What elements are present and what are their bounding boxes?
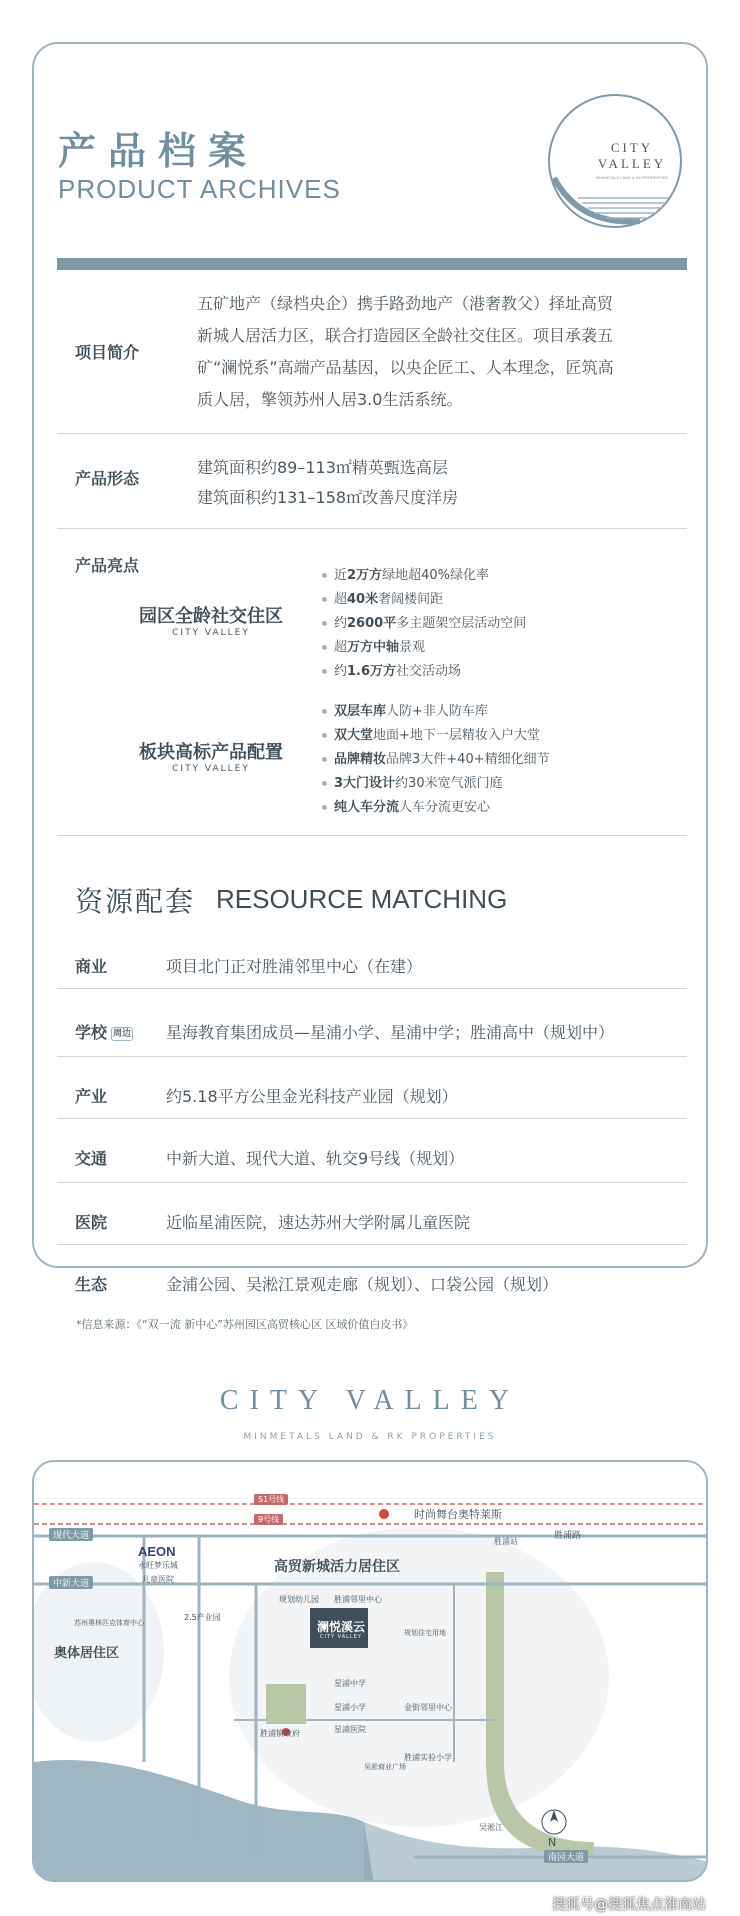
- divider: [57, 1056, 687, 1057]
- divider: [57, 835, 687, 836]
- bullet: 超40米奢阔楼间距: [322, 588, 443, 607]
- logo-line1: CITY: [610, 140, 654, 155]
- resource-value: 约5.18平方公里金光科技产业园（规划）: [166, 1087, 458, 1106]
- outlet-pin: [379, 1509, 389, 1519]
- map-industry: 2.5产业园: [184, 1613, 221, 1622]
- map-project-en: CITY VALLEY: [320, 1634, 362, 1640]
- map-school-mid: 星浦中学: [334, 1679, 366, 1688]
- resource-value: 项目北门正对胜浦邻里中心（在建）: [166, 957, 423, 976]
- map-line-s1: S1号线: [254, 1494, 288, 1505]
- city-valley-logo: [540, 86, 690, 236]
- header-band: [57, 258, 687, 270]
- divider: [57, 1244, 687, 1245]
- map-kindergarten: 规划幼儿园: [279, 1595, 319, 1604]
- map-planned-res: 规划住宅用地: [404, 1629, 446, 1637]
- divider: [57, 433, 687, 434]
- resources-title-en: RESOURCE MATCHING: [216, 884, 508, 914]
- map-metro-station: 胜浦镇政府: [260, 1729, 300, 1738]
- highlight-group-1-sub: CITY VALLEY: [172, 628, 250, 638]
- intro-line: 质人居，擎领苏州人居3.0生活系统。: [197, 390, 463, 409]
- map-north-label: N: [548, 1836, 557, 1849]
- form-label: 产品形态: [75, 469, 140, 488]
- map-children-hospital: 儿童医院: [142, 1575, 174, 1584]
- divider: [57, 528, 687, 529]
- divider: [57, 1182, 687, 1183]
- resource-value: 近临星浦医院，速达苏州大学附属儿童医院: [166, 1213, 471, 1232]
- map-road-xiandai: 现代大道: [49, 1528, 93, 1541]
- resource-value: 星海教育集团成员—星浦小学、星浦中学；胜浦高中（规划中）: [166, 1023, 615, 1042]
- map-shengpu-station: 胜浦站: [494, 1537, 518, 1546]
- bullet: 约2600平多主题架空层活动空间: [322, 612, 526, 631]
- park: [266, 1684, 306, 1724]
- map-project: 澜悦溪云: [317, 1620, 366, 1634]
- intro-label: 项目简介: [75, 343, 140, 362]
- resource-value: 中新大道、现代大道、轨交9号线（规划）: [166, 1149, 465, 1168]
- resource-tag: 周边: [113, 1028, 132, 1039]
- map-neighborhood: 胜浦邻里中心: [334, 1595, 382, 1604]
- map-wusong: 吴淞江: [479, 1823, 503, 1832]
- highlight-group-2-title: 板块高标产品配置: [139, 742, 283, 763]
- bullet: 约1.6万方社交活动场: [322, 660, 461, 679]
- resources-title: 资源配套: [75, 885, 196, 918]
- logo-line2: VALLEY: [597, 156, 667, 171]
- resource-label: 生态: [75, 1275, 108, 1294]
- page-title: 产品档案: [58, 129, 259, 173]
- bullet: 3大门设计约30米宽气派门庭: [322, 772, 503, 791]
- bullet: 近2万方绿地超40%绿化率: [322, 564, 489, 583]
- intro-paragraph: [197, 288, 677, 416]
- map-district-left: 奥体居住区: [54, 1646, 120, 1661]
- source-note: *信息来源：《“双一流 新中心”苏州园区高贸核心区 区域价值白皮书》: [76, 1318, 414, 1331]
- intro-line: 矿“澜悦系”高端产品基因，以央企匠工、人本理念，匠筑高: [197, 358, 614, 377]
- page-title-en: PRODUCT ARCHIVES: [58, 174, 341, 204]
- map-canvas: [34, 1462, 708, 1882]
- map-outlet: 时尚舞台奥特莱斯: [414, 1508, 502, 1521]
- bullet: 双层车库人防+非人防车库: [322, 700, 488, 719]
- resource-label: 医院: [75, 1213, 108, 1232]
- map-experimental: 胜浦实验小学: [404, 1753, 452, 1762]
- resource-label: 产业: [75, 1087, 108, 1106]
- bullet: 双大堂地面+地下一层精妆入户大堂: [322, 724, 540, 743]
- bullet: 纯人车分流人车分流更安心: [322, 796, 490, 815]
- divider: [57, 988, 687, 989]
- intro-line: 新城人居活力区，联合打造园区全龄社交住区。项目承袭五: [197, 326, 614, 345]
- map-sports-center: 苏州奥林匹克体育中心: [74, 1619, 144, 1627]
- footer-sub: MINMETALS LAND & RK PROPERTIES: [243, 1432, 497, 1442]
- logo-sub: MINMETALS LAND & RK PROPERTIES: [595, 175, 669, 180]
- highlight-group-1-title: 园区全龄社交住区: [139, 606, 283, 627]
- intro-line: 五矿地产（绿档央企）携手路劲地产（港奢教父）择址高贸: [197, 294, 614, 313]
- map-road-nanyuan: 南园大道: [544, 1850, 588, 1863]
- form-line-2: 建筑面积约131–158㎡改善尺度洋房: [197, 488, 459, 507]
- resource-label: 商业: [75, 957, 108, 976]
- north-arrow-icon: [550, 1810, 558, 1822]
- resource-label: 学校 周边: [75, 1023, 132, 1042]
- map-center: 金街邻里中心: [404, 1703, 452, 1712]
- map-district-main: 高贸新城活力居住区: [274, 1559, 400, 1575]
- highlights-label: 产品亮点: [75, 556, 140, 575]
- location-map: [32, 1460, 708, 1882]
- watermark: 搜狐号@搜狐焦点淮南站: [552, 1897, 706, 1913]
- map-aeon-name: 永旺梦乐城: [138, 1561, 178, 1570]
- map-line-9: 9号线: [254, 1514, 283, 1525]
- map-school-pri: 星浦小学: [334, 1703, 366, 1712]
- footer-brand: CITY VALLEY: [219, 1385, 521, 1416]
- map-mall: 吴淞商业广场: [364, 1763, 406, 1771]
- divider: [57, 1118, 687, 1119]
- highlight-group-2-sub: CITY VALLEY: [172, 764, 250, 774]
- bullet: 超万方中轴景观: [322, 636, 425, 655]
- resource-value: 金浦公园、吴淞江景观走廊（规划）、口袋公园（规划）: [166, 1275, 559, 1294]
- map-aeon-logo: AEON: [138, 1544, 176, 1559]
- resource-label: 交通: [75, 1149, 108, 1168]
- bullet: 品牌精妆品牌3大件+40+精细化细节: [322, 748, 550, 767]
- map-road-zhongxin: 中新大道: [49, 1576, 93, 1589]
- map-hospital: 星浦医院: [334, 1725, 366, 1734]
- map-road-shengpu: 胜浦路: [554, 1531, 582, 1541]
- form-line-1: 建筑面积约89–113㎡精英甄选高层: [197, 458, 448, 477]
